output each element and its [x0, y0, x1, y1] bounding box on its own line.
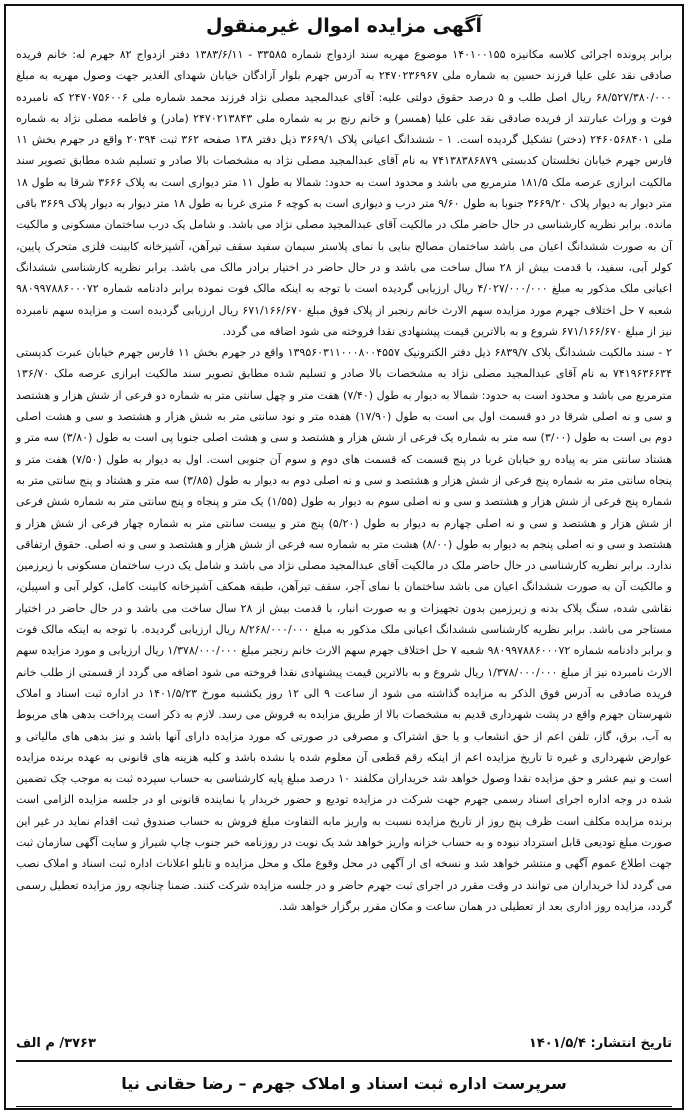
bottom-divider — [16, 1106, 672, 1107]
reference-code: ۳۷۶۳/ م الف — [16, 1036, 96, 1051]
divider — [16, 1060, 672, 1062]
notice-title: آگهی مزایده اموال غیرمنقول — [206, 15, 482, 37]
signature: سرپرست اداره ثبت اسناد و املاک جهرم – رضا حقانی نیا — [121, 1074, 567, 1093]
notice-footer — [16, 1036, 672, 1051]
notice-paragraph-1: برابر پرونده اجرائی کلاسه مکانیزه ۱۴۰۱۰۰۱۵۵ موضوع مهریه سند ازدواج شماره ۳۳۵۸۵ - ۱۳۸۳/۶/۱۱ دفتر ازدواج ۸۲ جهرم له: خانم فریده صادقی نقد علی علیا فرزند حسین به شماره ملی ۲۴۷۰۲۳۶۹۶۷ به آدرس جهرم بلوار آزادگان خیابان شهدای الغدیر جهت وصول مهریه به مبلغ ۶۸/۵۲۷/۳۸۰/۰۰۰ ریال اصل طلب و ۵ درصد حقوق دولتی علیه: آقای عبدالمجید مصلی نژاد فرزند محمد شماره ملی ۲۴۷۰۷۵۶۰۰۶ که نامبرده فوت و وراث عبارتند از فریده صادقی نقد علی علیا (همسر) و خانم رنج بر به شماره ملی ۲۴۷۰۲۱۳۸۴۳ (مادر) و فاطمه مصلی نژاد به شماره ملی ۲۴۶۰۵۶۸۴۰۱ (دختر) تشکیل گردیده است. ۱ - ششدانگ اعیانی پلاک ۳۶۶۹/۱ ذیل دفتر ۱۳۸ صفحه ۳۶۲ ثبت ۲۰۳۹۴ واقع در جهرم بخش ۱۱ فارس جهرم خیابان نخلستان کدبستی ۷۴۱۳۸۳۸۶۸۷۹ به نام آقای عبدالمجید مصلی نژاد به مشخصات بالا صادر و تسلیم شده مطابق تصویر سند مالکیت ابرازی عرصه ملک ۱۸۱/۵ مترمربع می باشد و محدود است به حدود: شمالا به طول ۱۱ متر دیواری است به پلاک ۳۶۶۶ شرقا به طول ۱۸ متر دیوار به دیوار پلاک ۳۶۶۹/۲۰ جنوبا به طول ۹/۶۰ متر درب و دیواری است به کوچه ۶ متری غربا به طول ۱۸ متر دیوار به دیوار پلاک ۳۶۶۹ باقی مانده. برابر نظریه کارشناسی در حال حاضر ملک در مالکیت آقای عبدالمجید مصلی نژاد می باشد. و شامل یک درب ساختمان مسکونی و مالکیت آن به صورت ششدانگ اعیان می باشد ساختمان مصالح بنایی با نمای پلاستر سیمان سفید سقف تیرآهن، آشپزخانه کابینت فلزی متحرک پایین، کولر آبی، سفید، با قدمت بیش از ۲۸ سال ساخت می باشد و در حال حاضر در اختیار برادر مالک می باشد. برابر نظریه کارشناسی ششدانگ اعیانی ملک مذکور به مبلغ ۴/۰۲۷/۰۰۰/۰۰۰ ریال ارزیابی گردیده است با توجه به اینکه مالک فوت نموده برابر دادنامه شماره ۹۸۰۹۹۷۸۸۶۰۰۰۷۲ شعبه ۷ حل اختلاف جهرم مورد مزایده سهم الارث خانم رنجبر از پلاک فوق مبلغ ۶۷۱/۱۶۶/۶۷۰ ریال ارزیابی گردیده است و مزایده سهم نامبرده نیز از مبلغ ۶۷۱/۱۶۶/۶۷۰ شروع و به بالاترین قیمت پیشنهادی نقدا فروخته می شود اضافه می گردد. — [16, 48, 673, 338]
notice-body — [16, 44, 672, 917]
auction-notice — [4, 4, 684, 1110]
notice-paragraph-2: ۲ - سند مالکیت ششدانگ پلاک ۶۸۳۹/۷ ذیل دفتر الکترونیک ۱۳۹۵۶۰۳۱۱۰۰۰۸۰۰۴۵۵۷ واقع در جهرم بخش ۱۱ فارس جهرم خیابان عبرت کدپستی ۷۴۱۹۶۳۶۶۳۴ به نام آقای عبدالمجید مصلی نژاد به مشخصات بالا صادر و تسلیم شده مطابق تصویر سند مالکیت ابرازی عرصه ملک ۱۳۶/۷۰ مترمربع می باشد و محدود است به حدود: شمالا به دیوار به طول (۷/۴۰) هفت متر و چهل سانتی متر به شماره دو فرعی از شش هزار و هشتصد و سی و نه اصلی شرقا در دو قسمت اول بی است به طول (۱۷/۹۰) هفده متر و نود سانتی متر به شش هزار و هشتصد و سی و هشت اصلی دوم بی است به طول (۳/۰۰) سه متر به شماره یک فرعی از شش هزار و هشتصد و سی و هشت اصلی جنوبا پی است به طول (۳/۸۰) سه متر و هشتاد سانتی متر به پیاده رو خیابان غربا در پنج قسمت که قسمت های دوم و سوم آن جنوبی است. اول به دیوار به طول (۷/۵۰) هفت متر و پنجاه سانتی متر به شماره پنج فرعی از شش هزار و هشتصد و سی و نه اصلی دوم به دیوار به طول (۳/۸۵) سه متر و هشتاد و پنج سانتی متر به شماره پنج فرعی از شش هزار و هشتصد و سی و نه اصلی سوم به دیوار به طول (۱/۵۵) یک متر و پنجاه و پنج سانتی متر به شماره شش فرعی از شش هزار و هشتصد و سی و نه اصلی چهارم به دیوار به طول (۵/۲۰) پنج متر و بیست سانتی متر به شماره چهار فرعی از شش هزار و هشتصد و سی و نه اصلی پنجم به دیوار به طول (۸/۰۰) هشت متر به شماره سه فرعی از شش هزار و هشتصد و سی و نه اصلی. حقوق ارتفاقی ندارد. برابر نظریه کارشناسی در حال حاضر ملک در مالکیت آقای عبدالمجید مصلی نژاد می باشد و شامل یک درب ساختمان مسکونی با زیرزمین و مالکیت آن به صورت ششدانگ اعیان می باشد ساختمان با نمای آجر، سقف تیرآهن، طبقه همکف آشپزخانه کابینت کامل، کولر آبی و اسپیلن، نقاشی شده، سنگ پلاک بدنه و زیرزمین بدون تجهیزات و به صورت انبار، با قدمت بیش از ۲۸ سال ساخت می باشد و در حال حاضر در اختیار مستاجر می باشد. برابر نظریه کارشناسی ششدانگ اعیانی ملک مذکور به مبلغ ۸/۲۶۸/۰۰۰/۰۰۰ ریال ارزیابی گردیده. با توجه به اینکه مالک فوت و برابر دادنامه شماره ۹۸۰۹۹۷۸۸۶۰۰۰۷۲ شعبه ۷ حل اختلاف جهرم سهم الارث خانم رنجبر مبلغ ۱/۳۷۸/۰۰۰/۰۰۰ ریال ارزیابی و مورد مزایده سهم الارث نامبرده نیز از مبلغ ۱/۳۷۸/۰۰۰/۰۰۰ ریال شروع و به بالاترین قیمت پیشنهادی نقدا فروخته می شود اضافه می گردد از قسمتی از طلب خانم فریده صادقی به آدرس فوق الذکر به مزایده گذاشته می شود از ساعت ۹ الی ۱۲ روز یکشنبه مورخ ۱۴۰۱/۵/۲۳ در اداره ثبت اسناد و املاک شهرستان جهرم واقع در پشت شهرداری قدیم به مشخصات بالا از طریق مزایده به فروش می رسد. لازم به ذکر است پرداخت بدهی های مربوط به آب، برق، گاز، تلفن اعم از حق انشعاب و یا حق اشتراک و مصرفی در صورتی که مورد مزایده دارای آنها باشد و نیز بدهی های مالیاتی و عوارض شهرداری و غیره تا تاریخ مزایده اعم از اینکه رقم قطعی آن معلوم شده یا نشده باشد و کلیه هزینه های قانونی به عهده برنده مزایده است و نیم عشر و حق مزایده نقدا وصول خواهد شد خریداران مکلفند ۱۰ درصد مبلغ پایه کارشناسی به حساب سپرده ثبت به موجب چک تضمین شده در وجه اداره اجرای اسناد رسمی جهرم جهت شرکت در مزایده تودیع و حضور خریدار یا نماینده قانونی او در جلسه مزایده الزامی است برنده مزایده مکلف است ظرف پنج روز از تاریخ مزایده نسبت به واریز مابه التفاوت مبلغ فروش به حساب صندوق ثبت اقدام نماید در غیر این صورت مبلغ تودیعی قابل استرداد نبوده و به حساب خزانه واریز خواهد شد یک نوبت در روزنامه خبر جنوب چاپ شیراز و سایت آگهی سازمان ثبت جهت اطلاع عموم آگهی و منتشر خواهد شد و نسخه ای از آگهی در محل وقوع ملک و محل مزایده و تابلو اعلانات اداره ثبت اسناد و املاک نصب می گردد لذا خریداران می توانند در وقت مقرر در اجرای ثبت جهرم حاضر و در جلسه مزایده شرکت کنند. ضمنا چنانچه روز مزایده تعطیل رسمی گردد، مزایده روز اداری بعد از تعطیلی در همان ساعت و مکان مقرر برگزار خواهد شد. — [15, 346, 673, 913]
publish-date: تاریخ انتشار: ۱۴۰۱/۵/۴ — [528, 1036, 672, 1051]
